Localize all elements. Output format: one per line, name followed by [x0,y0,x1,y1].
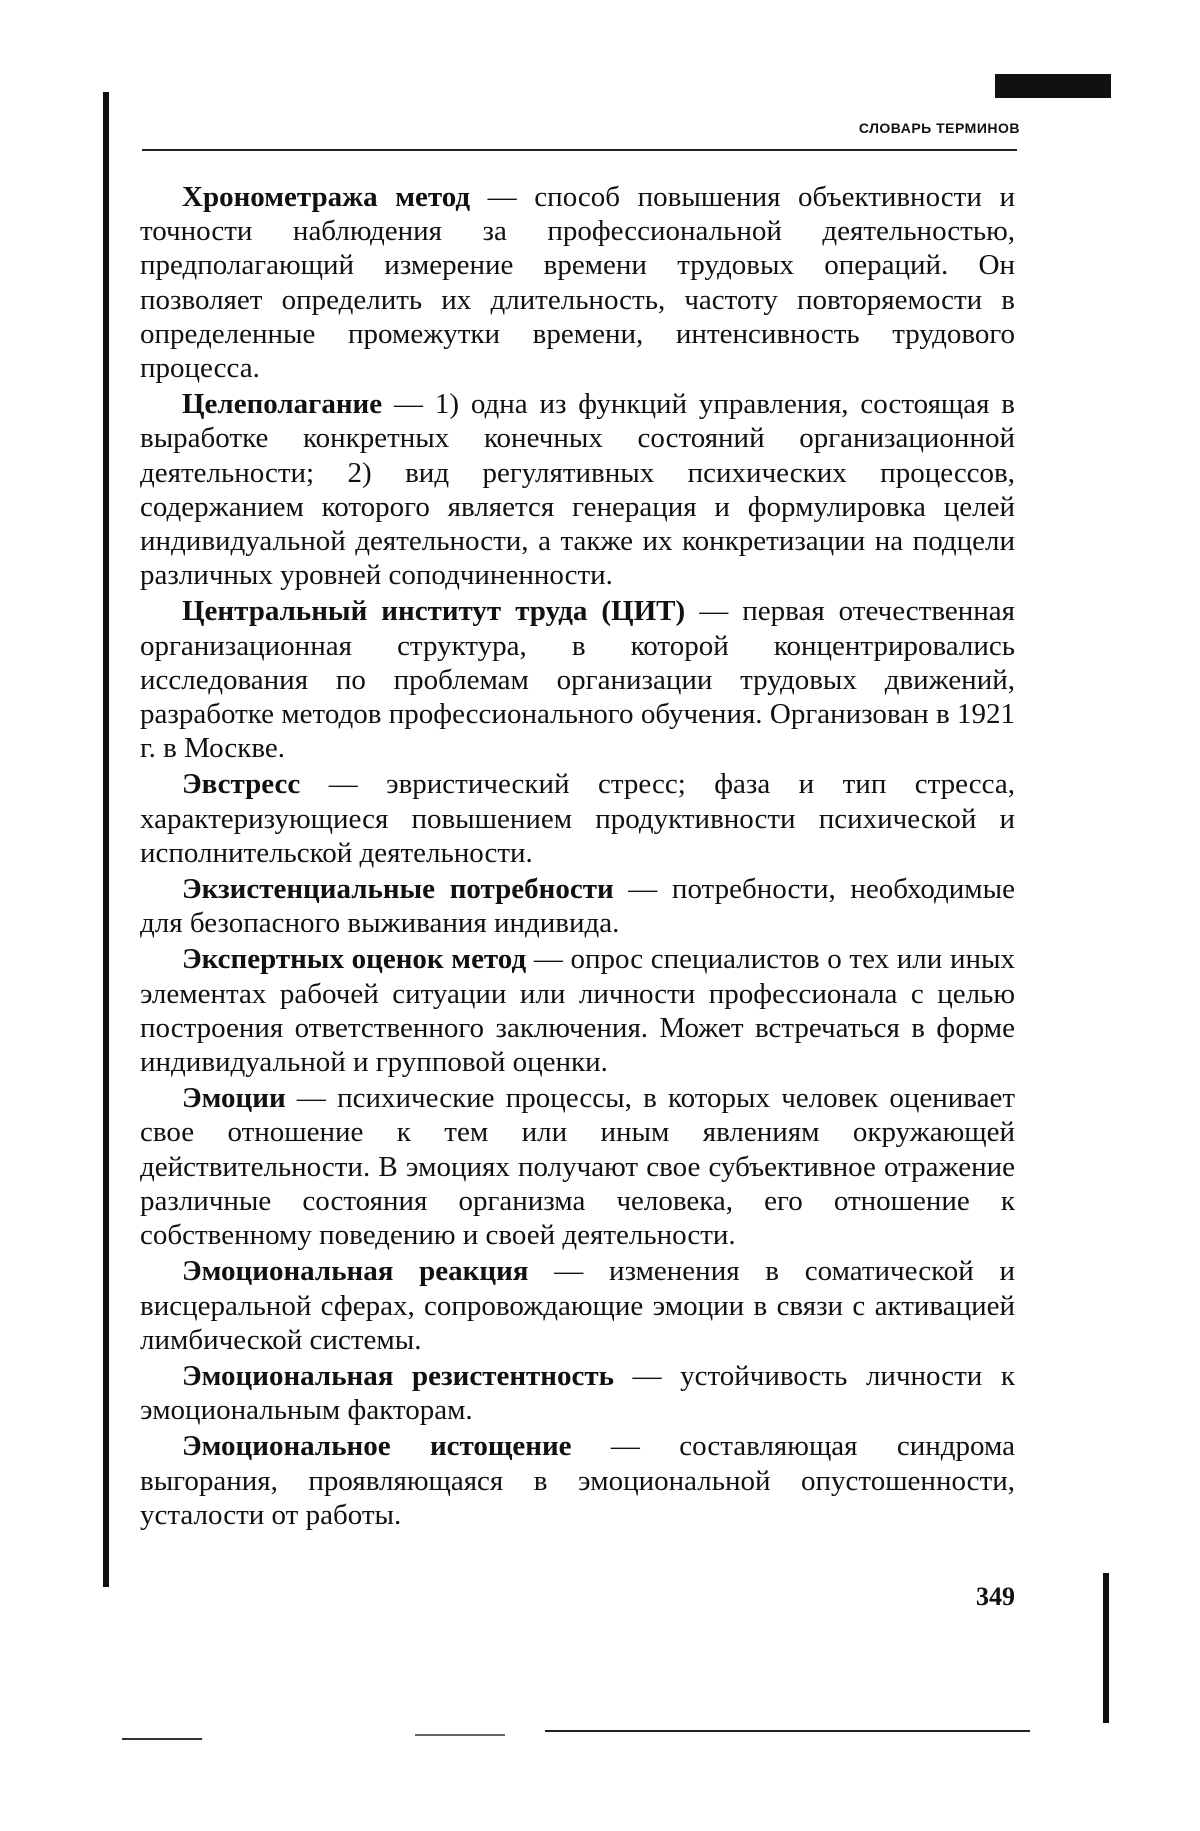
entry-definition: — первая отечественная организационная структура, в которой концентрировались исследования по проблемам организации трудовых движений, разработке методов профессионального обучения. Организован в 1921 г. в Москве. [140,595,1015,765]
glossary-entry [140,872,1015,940]
entry-definition: — опрос специалистов о тех или иных элементах рабочей ситуации или личности профессионала с целью построения ответственного заключения. Может встречаться в форме индивидуальной и групповой оценки. [140,943,1015,1079]
entry-term: Целеполагание [182,388,383,421]
page-number: 349 [976,1582,1015,1611]
glossary-entry [140,387,1015,592]
entry-term: Эмоции [182,1082,286,1115]
running-head: СЛОВАРЬ ТЕРМИНОВ [858,120,1020,136]
glossary-entry [140,1429,1015,1532]
entry-term: Экспертных оценок метод [182,943,527,976]
glossary-entry [140,1359,1015,1427]
entry-term: Эвстресс [182,768,301,801]
glossary-entry [140,1081,1015,1252]
entry-term: Эмоциональная реакция [182,1255,529,1288]
entry-definition: — потребности, необходимые для безопасного выживания индивида. [140,873,1015,940]
entry-term: Центральный институт труда (ЦИТ) [182,595,686,628]
entry-definition: — устойчивость личности к эмоциональным факторам. [140,1359,1015,1427]
glossary-entry [140,594,1015,765]
bottom-rule [545,1730,1030,1732]
entry-term: Хронометража метод [182,181,471,213]
entry-definition: — способ повышения объективности и точности наблюдения за профессиональной деятельностью, предполагающий измерение времени трудовых операций. Он позволяет определить их длительность, частоту повторяемости в определенные промежутки времени, интенсивность трудового процесса. [140,181,1015,385]
scan-edge-left [103,92,109,1587]
entry-definition: — психические процессы, в которых человек оценивает свое отношение к тем или иным явлениям окружающей действительности. В эмоциях получают свое субъективное отражение различные состояния организма человека, его отношение к собственному поведению и своей деятельности. [140,1082,1015,1252]
glossary-entry [140,767,1015,870]
glossary-entry [140,1254,1015,1357]
glossary-entry [140,942,1015,1079]
entry-definition: — 1) одна из функций управления, состоящая в выработке конкретных конечных состояний организационной деятельности; 2) вид регулятивных психических процессов, содержанием которого является генерация и формулировка целей индивидуальной деятельности, а также их конкретизации на подцели различных уровней соподчиненности. [140,388,1015,592]
entry-term: Экзистенциальные потребности [182,873,614,906]
entry-definition: — изменения в соматической и висцеральной сферах, сопровождающие эмоции в связи с активацией лимбической системы. [140,1255,1015,1356]
thumb-index-tab [995,74,1111,98]
entry-definition: — эвристический стресс; фаза и тип стресса, характеризующиеся повышением продуктивности психической и исполнительской деятельности. [140,768,1015,869]
header-rule [142,149,1017,151]
entry-term: Эмоциональное истощение [182,1430,572,1463]
bottom-rule [122,1738,202,1740]
glossary-entry [140,180,1015,385]
entry-definition: — составляющая синдрома выгорания, проявляющаяся в эмоциональной опустошенности, усталости от работы. [140,1430,1015,1531]
bottom-rule [415,1734,505,1736]
glossary-text [140,180,1015,1534]
scan-edge-right [1103,1573,1109,1723]
entry-term: Эмоциональная резистентность [182,1359,614,1392]
